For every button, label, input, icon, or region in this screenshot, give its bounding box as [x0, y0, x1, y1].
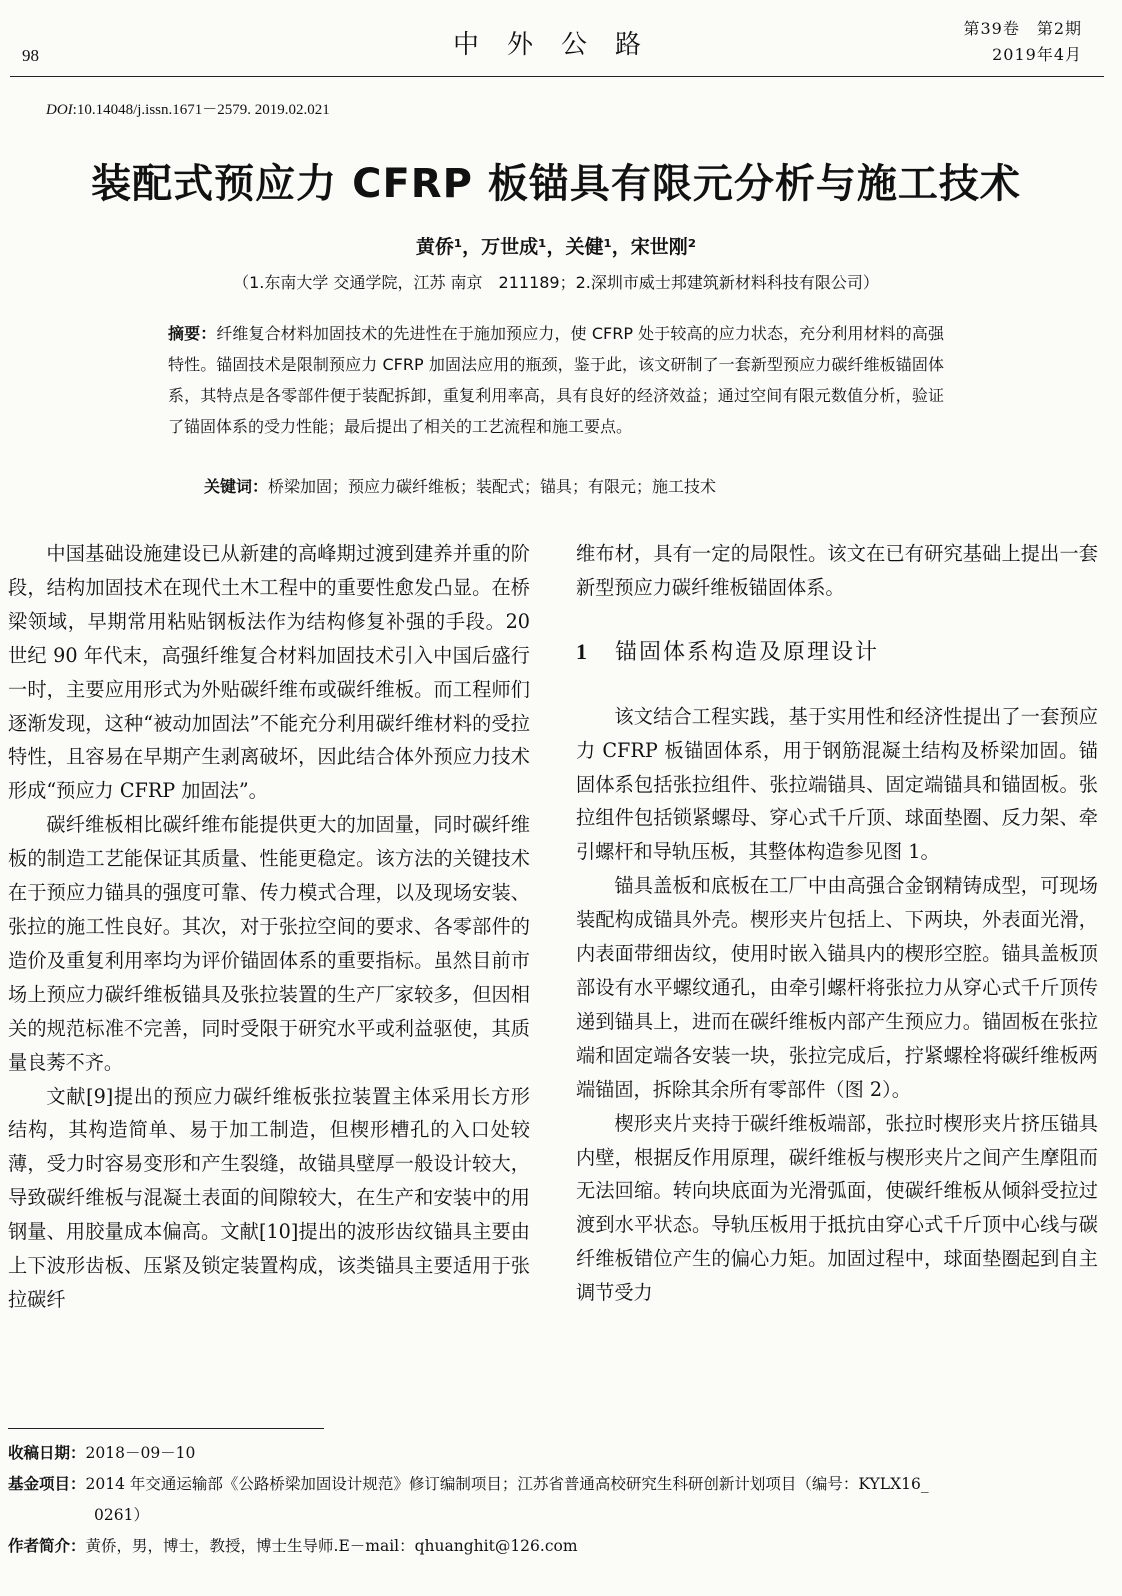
section-title: 锚固体系构造及原理设计 — [615, 639, 880, 665]
footnote-rule — [8, 1428, 324, 1429]
paragraph: 锚具盖板和底板在工厂中由高强合金钢精铸成型，可现场装配构成锚具外壳。楔形夹片包括上、下两块，外表面光滑，内表面带细齿纹，使用时嵌入锚具内的楔形空腔。锚具盖板顶部设有水平螺纹通孔，由牵引螺杆将张拉力从穿心式千斤顶传递到锚具上，进而在碳纤维板内部产生预应力。锚固板在张拉端和固定端各安装一块，张拉完成后，拧紧螺栓将碳纤维板两端锚固，拆除其余所有零部件（图 2）。 — [576, 874, 1098, 1101]
journal-name: 中外公路 — [452, 30, 669, 60]
volume-issue: 第39卷 第2期 — [963, 19, 1082, 38]
issue-info — [963, 16, 1082, 68]
doi-value: :10.14048/j.issn.1671－2579. 2019.02.021 — [72, 102, 330, 118]
paragraph: 碳纤维板相比碳纤维布能提供更大的加固量，同时碳纤维板的制造工艺能保证其质量、性能更稳定。该方法的关键技术在于预应力锚具的强度可靠、传力模式合理，以及现场安装、张拉的施工性良好。其次，对于张拉空间的要求、各零部件的造价及重复利用率均为评价锚固体系的重要指标。虽然目前市场上预应力碳纤维板锚具及张拉装置的生产厂家较多，但因相关的规范标准不完善，同时受限于研究水平或利益驱使，其质量良莠不齐。 — [8, 813, 530, 1074]
paragraph: 楔形夹片夹持于碳纤维板端部，张拉时楔形夹片挤压锚具内壁，根据反作用原理，碳纤维板与楔形夹片之间产生摩阻而无法回缩。转向块底面为光滑弧面，使碳纤维板从倾斜受拉过渡到水平状态。导轨压板用于抵抗由穿心式千斤顶中心线与碳纤维板错位产生的偏心力矩。加固过程中，球面垫圈起到自主调节受力 — [576, 1111, 1098, 1305]
fund-info — [8, 1469, 1098, 1500]
author-value: 黄侨，男，博士，教授，博士生导师.E－mail：qhuanghit@126.com — [85, 1537, 578, 1555]
author-bio — [8, 1531, 1098, 1562]
fund-label: 基金项目： — [8, 1475, 86, 1493]
section-number: 1 — [576, 638, 589, 664]
abstract-label: 摘要： — [168, 324, 217, 343]
keywords-text: 桥梁加固；预应力碳纤维板；装配式；锚具；有限元；施工技术 — [268, 477, 717, 496]
page-number: 98 — [22, 46, 39, 65]
paper-title: 装配式预应力 CFRP 板锚具有限元分析与施工技术 — [91, 161, 1021, 207]
abstract-text: 纤维复合材料加固技术的先进性在于施加预应力，使 CFRP 处于较高的应力状态，充分利用材料的高强特性。锚固技术是限制预应力 CFRP 加固法应用的瓶颈，鉴于此，该文研制了一套新型预应力碳纤维板锚固体系，其特点是各零部件便于装配拆卸，重复利用率高，具有良好的经济效益；通过空间有限元数值分析，验证了锚固体系的受力性能；最后提出了相关的工艺流程和施工要点。 — [168, 324, 944, 436]
received-value: 2018－09－10 — [85, 1444, 196, 1462]
author-list: 黄侨¹，万世成¹，关健¹，宋世刚² — [415, 236, 697, 258]
abstract — [168, 318, 944, 442]
doi-label: DOI — [46, 102, 73, 118]
header-rule — [10, 76, 1104, 77]
paragraph-continued: 维布材，具有一定的局限性。该文在已有研究基础上提出一套新型预应力碳纤维板锚固体系。 — [576, 542, 1098, 599]
fund-value: 2014 年交通运输部《公路桥梁加固设计规范》修订编制项目；江苏省普通高校研究生科研创新计划项目（编号：KYLX16_ — [85, 1475, 929, 1493]
body-column-right — [576, 537, 1098, 1310]
affiliations: （1.东南大学 交通学院，江苏 南京 211189；2.深圳市威士邦建筑新材料科技有限公司） — [233, 273, 879, 292]
section-heading — [576, 635, 1098, 670]
doi-line — [46, 98, 330, 119]
author-label: 作者简介： — [8, 1537, 86, 1555]
paragraph: 文献[9]提出的预应力碳纤维板张拉装置主体采用长方形结构，其构造简单、易于加工制造，但楔形槽孔的入口处较薄，受力时容易变形和产生裂缝，故锚具壁厚一般设计较大，导致碳纤维板与混凝土表面的间隙较大，在生产和安装中的用钢量、用胶量成本偏高。文献[10]提出的波形齿纹锚具主要由上下波形齿板、压紧及锁定装置构成，该类锚具主要适用于张拉碳纤 — [8, 1084, 530, 1311]
issue-date: 2019年4月 — [992, 45, 1082, 64]
body-column-left — [8, 537, 530, 1317]
received-date — [8, 1438, 1098, 1469]
paragraph: 该文结合工程实践，基于实用性和经济性提出了一套预应力 CFRP 板锚固体系，用于钢筋混凝土结构及桥梁加固。锚固体系包括张拉组件、张拉端锚具、固定端锚具和锚固板。张拉组件包括锁紧螺母、穿心式千斤顶、球面垫圈、反力架、牵引螺杆和导轨压板，其整体构造参见图 1。 — [576, 704, 1098, 864]
received-label: 收稿日期： — [8, 1444, 86, 1462]
paragraph: 中国基础设施建设已从新建的高峰期过渡到建养并重的阶段，结构加固技术在现代土木工程中的重要性愈发凸显。在桥梁领域，早期常用粘贴钢板法作为结构修复补强的手段。20 世纪 90 年代末，高强纤维复合材料加固技术引入中国后盛行一时，主要应用形式为外贴碳纤维布或碳纤维板。而工程师们逐渐发现，这种“被动加固法”不能充分利用碳纤维材料的受拉特性，且容易在早期产生剥离破坏，因此结合体外预应力技术形成“预应力 CFRP 加固法”。 — [8, 542, 530, 803]
fund-info-cont: 0261） — [94, 1506, 149, 1524]
footnotes — [8, 1438, 1098, 1562]
keywords-label: 关键词： — [204, 477, 269, 496]
keywords — [204, 474, 944, 497]
